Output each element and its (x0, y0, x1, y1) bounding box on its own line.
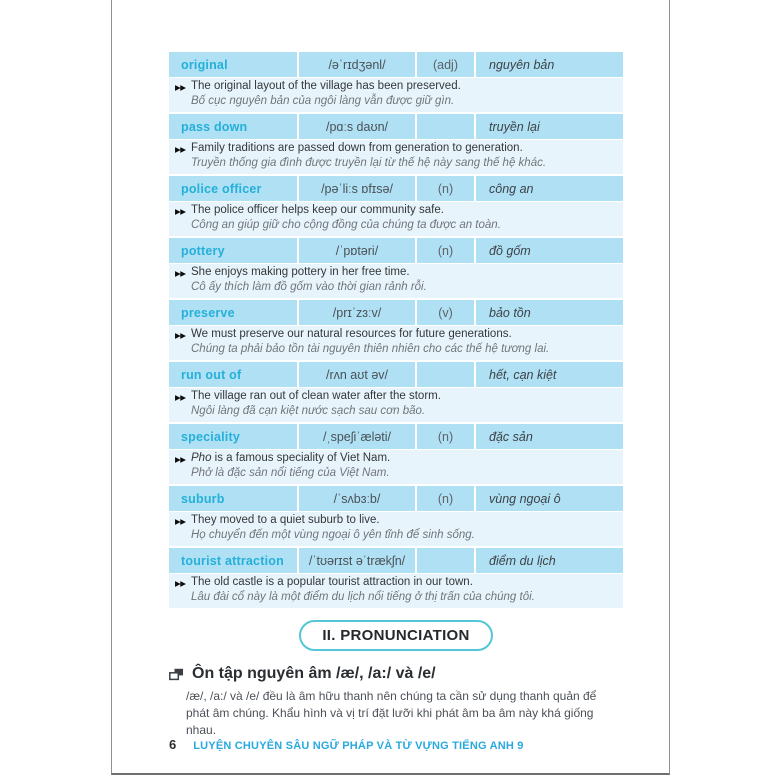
example-english-row (175, 265, 615, 280)
vocab-word (169, 300, 299, 325)
vocab-meaning (476, 238, 623, 263)
vocab-word-label: run out of (181, 367, 242, 382)
vocab-pos (417, 176, 476, 201)
example-vietnamese-text: Truyền thống gia đình được truyền lại từ thế hệ này sang thế hệ khác. (191, 157, 547, 169)
example-vietnamese-text: Bố cục nguyên bản của ngôi làng vẫn được giữ gìn. (191, 95, 455, 107)
example-english-sentence: The police officer helps keep our community safe. (191, 204, 444, 216)
vocab-entry (169, 52, 623, 112)
vocab-entry (169, 114, 623, 174)
vocab-word-label: preserve (181, 305, 235, 320)
example-english-row (175, 575, 615, 590)
vocab-example-row (169, 450, 623, 484)
example-vietnamese-text: Công an giúp giữ cho cộng đồng của chúng ta được an toàn. (191, 219, 501, 231)
vocab-meaning-label: nguyên bản (489, 57, 555, 72)
vocab-meaning-label: công an (489, 181, 534, 196)
vocab-word-label: speciality (181, 429, 240, 444)
vocab-example-row (169, 202, 623, 236)
example-english-row (175, 389, 615, 404)
vocab-ipa-label: /ˈsʌbɜːb/ (333, 491, 381, 506)
vocab-ipa (299, 486, 417, 511)
vocab-example-row (169, 264, 623, 298)
example-english-row (175, 203, 615, 218)
vocab-pos (417, 424, 476, 449)
vocab-word (169, 362, 299, 387)
example-english-text (191, 513, 380, 528)
vocab-word-label: original (181, 57, 228, 72)
page-content (112, 0, 669, 773)
vocab-pos (417, 300, 476, 325)
book-title: LUYỆN CHUYÊN SÂU NGỮ PHÁP VÀ TỪ VỰNG TIẾNG ANH 9 (193, 740, 524, 752)
page-footer (169, 737, 524, 752)
vocab-pos-label: (n) (437, 181, 454, 196)
example-english-row (175, 327, 615, 342)
vocab-meaning (476, 362, 623, 387)
example-english-sentence: is a famous speciality of Viet Nam. (214, 452, 391, 464)
vocab-meaning-label: đặc sản (489, 429, 533, 444)
vocab-word (169, 176, 299, 201)
vocab-ipa (299, 238, 417, 263)
example-english-text (191, 203, 444, 218)
example-english-text (191, 575, 473, 590)
vocab-word (169, 486, 299, 511)
vocab-word-label: pottery (181, 243, 225, 258)
vocab-ipa (299, 548, 417, 573)
example-english-sentence: They moved to a quiet suburb to live. (191, 514, 380, 526)
vocab-meaning-label: điểm du lịch (489, 553, 556, 568)
vocab-word (169, 238, 299, 263)
example-english-text (191, 389, 441, 404)
vocab-ipa (299, 300, 417, 325)
section-title-pill (299, 620, 492, 651)
example-english-text (191, 265, 410, 280)
vocab-example-row (169, 512, 623, 546)
lesson-heading (169, 665, 623, 683)
example-italic-word: Pho (191, 452, 215, 464)
example-english-sentence: We must preserve our natural resources for future generations. (191, 328, 512, 340)
vocab-header-row (169, 300, 623, 325)
double-arrow-icon: ▶▶ (175, 207, 186, 216)
book-page (111, 0, 670, 775)
example-vietnamese-text: Lâu đài cổ này là một điểm du lịch nổi tiếng ở thị trấn của chúng tôi. (191, 591, 535, 603)
vocab-pos-label: (n) (437, 243, 454, 258)
vocab-ipa (299, 114, 417, 139)
example-english-row (175, 79, 615, 94)
example-vietnamese-text: Chúng ta phải bảo tồn tài nguyên thiên nhiên cho các thế hệ tương lai. (191, 343, 550, 355)
overlapping-pages-icon (169, 668, 184, 681)
vocab-header-row (169, 362, 623, 387)
vocab-entry (169, 362, 623, 422)
vocab-meaning-label: đồ gốm (489, 243, 531, 258)
example-english-row (175, 513, 615, 528)
vocab-ipa-label: /pɑːs daʊn/ (325, 119, 388, 134)
vocab-entry (169, 300, 623, 360)
vocab-word-label: police officer (181, 181, 262, 196)
vocab-meaning (476, 114, 623, 139)
vocab-ipa-label: /ˌspeʃiˈæləti/ (322, 429, 392, 444)
example-english-sentence: The old castle is a popular tourist attraction in our town. (191, 576, 473, 588)
example-english-sentence: Family traditions are passed down from generation to generation. (191, 142, 523, 154)
vocab-ipa-label: /ˈtʊərɪst əˈtrækʃn/ (308, 553, 406, 568)
vocab-pos-label: (n) (437, 429, 454, 444)
lesson-body-text: /æ/, /a:/ và /e/ đều là âm hữu thanh nên chúng ta cần sử dụng thanh quản để phát âm chúng. Khẩu hình và vị trí đặt lưỡi khi phát âm ba âm này khá giống nhau. (186, 689, 597, 737)
example-english-text (191, 79, 461, 94)
vocab-table (169, 52, 623, 608)
vocab-ipa-label: /rʌn aʊt əv/ (326, 367, 388, 382)
vocab-meaning (476, 548, 623, 573)
vocab-example-row (169, 574, 623, 608)
page-number: 6 (169, 737, 177, 752)
vocab-ipa (299, 176, 417, 201)
vocab-pos (417, 238, 476, 263)
vocab-ipa (299, 362, 417, 387)
vocab-example-row (169, 140, 623, 174)
vocab-pos (417, 114, 476, 139)
vocab-header-row (169, 52, 623, 77)
vocab-meaning (476, 52, 623, 77)
vocab-ipa-label: /ˈpɒtəri/ (335, 243, 379, 258)
vocab-word-label: tourist attraction (181, 553, 284, 568)
example-vietnamese-text: Phở là đặc sản nổi tiếng của Việt Nam. (191, 467, 390, 479)
vocab-header-row (169, 176, 623, 201)
vocab-header-row (169, 114, 623, 139)
lesson-heading-text: Ôn tập nguyên âm /æ/, /a:/ và /e/ (192, 665, 436, 682)
vocab-entry (169, 176, 623, 236)
vocab-header-row (169, 486, 623, 511)
double-arrow-icon: ▶▶ (175, 331, 186, 340)
vocab-meaning-label: truyền lại (489, 119, 540, 134)
vocab-example-row (169, 78, 623, 112)
vocab-header-row (169, 424, 623, 449)
vocab-word (169, 424, 299, 449)
vocab-ipa (299, 424, 417, 449)
vocab-entry (169, 238, 623, 298)
vocab-pos-label: (n) (437, 491, 454, 506)
vocab-entry (169, 548, 623, 608)
vocab-header-row (169, 238, 623, 263)
vocab-pos (417, 52, 476, 77)
vocab-ipa-label: /əˈrɪdʒənl/ (328, 57, 386, 72)
vocab-entry (169, 486, 623, 546)
vocab-meaning (476, 300, 623, 325)
example-english-text (191, 141, 523, 156)
example-english-sentence: The original layout of the village has been preserved. (191, 80, 461, 92)
example-english-sentence: She enjoys making pottery in her free time. (191, 266, 410, 278)
double-arrow-icon: ▶▶ (175, 455, 186, 464)
double-arrow-icon: ▶▶ (175, 83, 186, 92)
example-vietnamese-text: Cô ấy thích làm đồ gốm vào thời gian rảnh rỗi. (191, 281, 427, 293)
double-arrow-icon: ▶▶ (175, 269, 186, 278)
vocab-entry (169, 424, 623, 484)
vocab-ipa (299, 52, 417, 77)
vocab-meaning (476, 486, 623, 511)
vocab-pos (417, 548, 476, 573)
vocab-word (169, 114, 299, 139)
double-arrow-icon: ▶▶ (175, 517, 186, 526)
vocab-word-label: suburb (181, 491, 225, 506)
example-vietnamese-text: Ngôi làng đã cạn kiệt nước sạch sau cơn bão. (191, 405, 426, 417)
double-arrow-icon: ▶▶ (175, 145, 186, 154)
vocab-ipa-label: /pəˈliːs ɒfɪsə/ (321, 181, 393, 196)
example-english-text (191, 451, 390, 466)
vocab-pos (417, 486, 476, 511)
double-arrow-icon: ▶▶ (175, 393, 186, 402)
double-arrow-icon: ▶▶ (175, 579, 186, 588)
example-english-sentence: The village ran out of clean water after the storm. (191, 390, 441, 402)
vocab-pos-label: (adj) (432, 57, 458, 72)
example-english-text (191, 327, 512, 342)
example-english-row (175, 451, 615, 466)
vocab-pos-label: (v) (438, 305, 453, 320)
vocab-word-label: pass down (181, 119, 248, 134)
vocab-example-row (169, 388, 623, 422)
vocab-word (169, 52, 299, 77)
vocab-ipa-label: /prɪˈzɜːv/ (332, 305, 382, 320)
example-vietnamese-text: Họ chuyển đến một vùng ngoại ô yên tĩnh để sinh sống. (191, 529, 475, 541)
vocab-pos (417, 362, 476, 387)
vocab-meaning-label: bảo tồn (489, 305, 531, 320)
example-english-row (175, 141, 615, 156)
section-title: II. PRONUNCIATION (322, 627, 470, 644)
vocab-example-row (169, 326, 623, 360)
vocab-meaning (476, 176, 623, 201)
vocab-meaning-label: vùng ngoại ô (489, 491, 561, 506)
vocab-header-row (169, 548, 623, 573)
vocab-meaning-label: hết, cạn kiệt (489, 367, 557, 382)
vocab-word (169, 548, 299, 573)
vocab-meaning (476, 424, 623, 449)
